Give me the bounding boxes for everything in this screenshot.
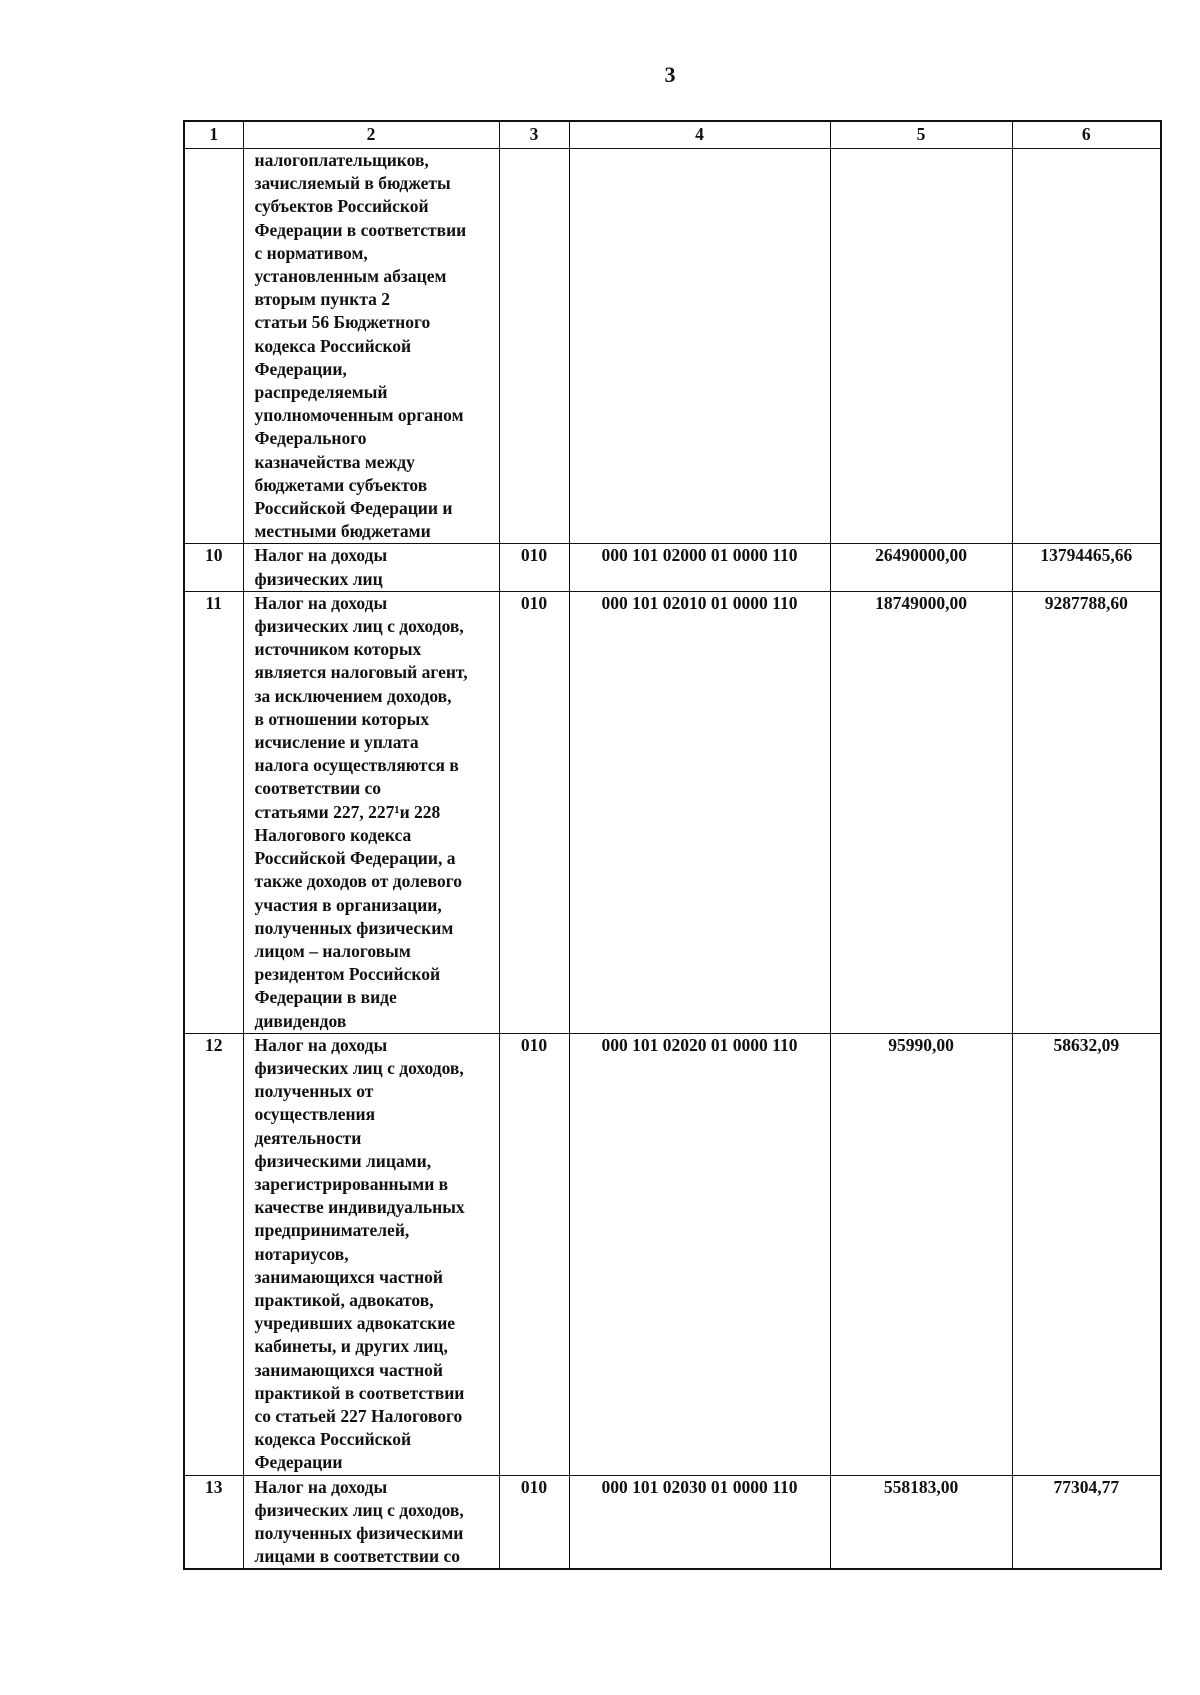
description-line: субъектов Российской xyxy=(254,196,429,217)
description-line: дивидендов xyxy=(254,1010,347,1031)
description-line: со статьей 227 Налогового xyxy=(254,1405,463,1426)
description-line: Налогового кодекса xyxy=(254,824,412,845)
description-line: физическими лицами, xyxy=(254,1150,432,1171)
table-row xyxy=(184,1475,1161,1569)
description-line: физических лиц с доходов, xyxy=(254,1057,464,1078)
description-line: качестве индивидуальных xyxy=(254,1197,465,1218)
description-line: учредивших адвокатские xyxy=(254,1313,456,1334)
description-line: Налог на доходы xyxy=(254,592,388,613)
description-line: Федерации в соответствии xyxy=(254,219,467,240)
row-number-cell: 10 xyxy=(184,544,243,591)
description-line: налогоплательщиков, xyxy=(254,150,429,170)
description-line: Налог на доходы xyxy=(254,545,388,566)
description-line: резидентом Российской xyxy=(254,964,441,985)
column-header-6: 6 xyxy=(1012,121,1161,149)
description-line: зарегистрированными в xyxy=(254,1173,449,1194)
table-row xyxy=(184,1033,1161,1475)
description-line: распределяемый xyxy=(254,382,388,403)
description-line: Российской Федерации, а xyxy=(254,848,456,869)
description-line: кабинеты, и других лиц, xyxy=(254,1336,448,1357)
description-line: Налог на доходы xyxy=(254,1476,388,1497)
table-row xyxy=(184,591,1161,1033)
actual-amount-cell: 13794465,66 xyxy=(1012,544,1161,591)
description-line: статьи 56 Бюджетного xyxy=(254,312,431,333)
description-line: занимающихся частной xyxy=(254,1359,443,1380)
line-code-cell xyxy=(499,149,569,544)
description-line: исчисление и уплата xyxy=(254,732,419,753)
actual-amount-cell xyxy=(1012,149,1161,544)
column-header-4: 4 xyxy=(569,121,830,149)
report-table xyxy=(183,120,1162,1570)
description-line: лицами в соответствии со xyxy=(254,1546,460,1567)
row-number-cell: 12 xyxy=(184,1033,243,1475)
plan-amount-cell xyxy=(830,149,1012,544)
description-line: уполномоченным органом xyxy=(254,405,464,426)
actual-amount-cell: 77304,77 xyxy=(1012,1475,1161,1569)
description-line: казначейства между xyxy=(254,451,415,472)
description-cell xyxy=(243,1033,499,1475)
line-code-cell: 010 xyxy=(499,591,569,1033)
description-line: местными бюджетами xyxy=(254,521,431,542)
description-line: также доходов от долевого xyxy=(254,871,463,892)
column-header-5: 5 xyxy=(830,121,1012,149)
description-line: Федерации, xyxy=(254,358,347,379)
description-cell xyxy=(243,544,499,591)
table-row xyxy=(184,544,1161,591)
description-line: физических лиц с доходов, xyxy=(254,616,464,637)
actual-amount-cell: 58632,09 xyxy=(1012,1033,1161,1475)
description-line: соответствии со xyxy=(254,778,382,799)
description-line: нотариусов, xyxy=(254,1243,349,1264)
description-line: налога осуществляются в xyxy=(254,755,459,776)
description-cell xyxy=(243,1475,499,1569)
description-line: физических лиц xyxy=(254,568,383,589)
table-body xyxy=(184,149,1161,1570)
description-line: практикой, адвокатов, xyxy=(254,1289,434,1310)
description-line: в отношении которых xyxy=(254,708,430,729)
row-number-cell: 13 xyxy=(184,1475,243,1569)
description-cell xyxy=(243,149,499,544)
description-line: осуществления xyxy=(254,1104,376,1125)
plan-amount-cell: 558183,00 xyxy=(830,1475,1012,1569)
line-code-cell: 010 xyxy=(499,1475,569,1569)
column-header-3: 3 xyxy=(499,121,569,149)
description-line: Российской Федерации и xyxy=(254,498,453,519)
budget-code-cell: 000 101 02000 01 0000 110 xyxy=(569,544,830,591)
description-line: Федерации xyxy=(254,1452,343,1473)
column-header-2: 2 xyxy=(243,121,499,149)
row-number-cell xyxy=(184,149,243,544)
description-line: предпринимателей, xyxy=(254,1220,410,1241)
actual-amount-cell: 9287788,60 xyxy=(1012,591,1161,1033)
description-line: занимающихся частной xyxy=(254,1266,443,1287)
description-line: источником которых xyxy=(254,639,422,660)
description-cell xyxy=(243,591,499,1033)
description-line: лицом – налоговым xyxy=(254,940,411,961)
plan-amount-cell: 95990,00 xyxy=(830,1033,1012,1475)
description-line: деятельности xyxy=(254,1127,362,1148)
header-row xyxy=(184,121,1161,149)
table-header xyxy=(184,121,1161,149)
description-line: Налог на доходы xyxy=(254,1034,388,1055)
description-line: участия в организации, xyxy=(254,894,442,915)
description-line: за исключением доходов, xyxy=(254,685,452,706)
budget-code-cell: 000 101 02030 01 0000 110 xyxy=(569,1475,830,1569)
page-number: 3 xyxy=(664,62,676,87)
budget-code-cell: 000 101 02010 01 0000 110 xyxy=(569,591,830,1033)
description-line: является налоговый агент, xyxy=(254,662,468,683)
description-line: Федерации в виде xyxy=(254,987,397,1008)
description-line: установленным абзацем xyxy=(254,266,447,287)
description-line: полученных физическими xyxy=(254,1522,464,1543)
table-row xyxy=(184,149,1161,544)
column-header-1: 1 xyxy=(184,121,243,149)
row-number-cell: 11 xyxy=(184,591,243,1033)
description-line: полученных от xyxy=(254,1081,374,1102)
description-line: кодекса Российской xyxy=(254,335,412,356)
budget-code-cell: 000 101 02020 01 0000 110 xyxy=(569,1033,830,1475)
description-line: с нормативом, xyxy=(254,242,368,263)
budget-code-cell xyxy=(569,149,830,544)
description-line: кодекса Российской xyxy=(254,1429,412,1450)
plan-amount-cell: 18749000,00 xyxy=(830,591,1012,1033)
description-line: Федерального xyxy=(254,428,367,449)
description-line: зачисляемый в бюджеты xyxy=(254,173,451,194)
description-line: физических лиц с доходов, xyxy=(254,1499,464,1520)
description-line: бюджетами субъектов xyxy=(254,474,428,495)
description-line: вторым пункта 2 xyxy=(254,289,391,310)
plan-amount-cell: 26490000,00 xyxy=(830,544,1012,591)
description-line: статьями 227, 227¹и 228 xyxy=(254,801,441,822)
description-line: практикой в соответствии xyxy=(254,1382,465,1403)
description-line: полученных физическим xyxy=(254,917,454,938)
line-code-cell: 010 xyxy=(499,544,569,591)
line-code-cell: 010 xyxy=(499,1033,569,1475)
